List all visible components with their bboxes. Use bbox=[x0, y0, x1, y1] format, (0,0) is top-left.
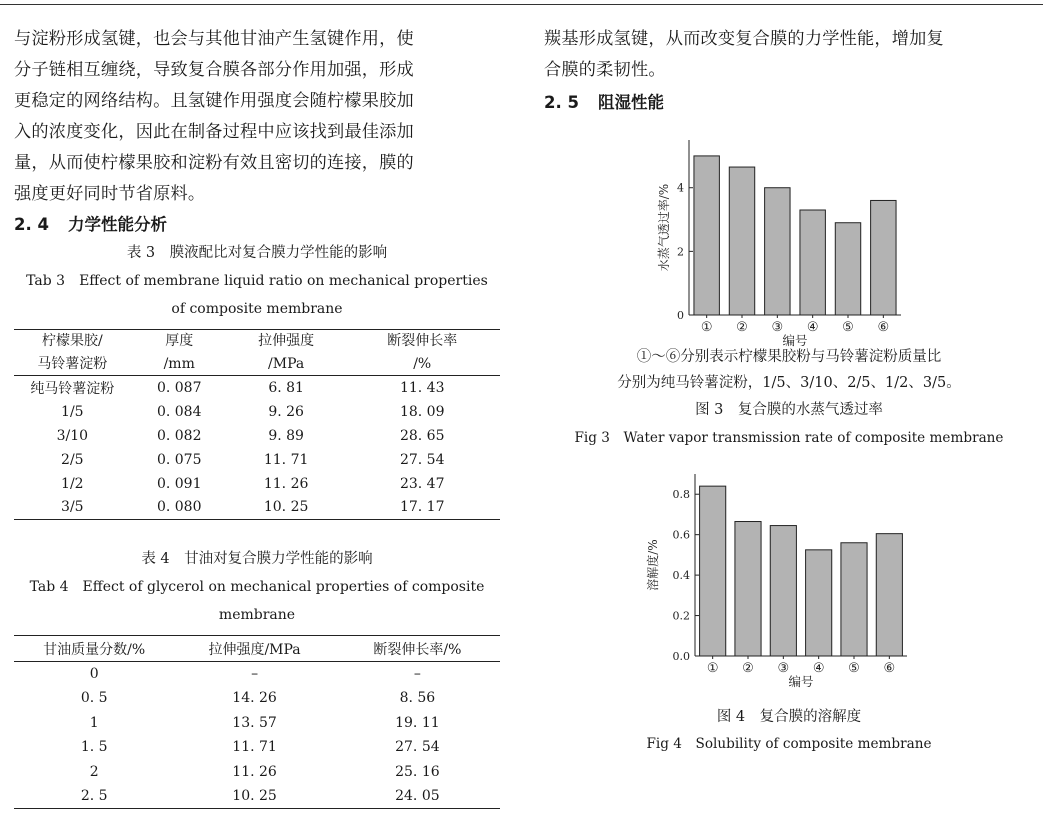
y-tick-label: 2 bbox=[677, 245, 684, 259]
table-cell: – bbox=[251, 666, 259, 682]
y-tick-label: 0.8 bbox=[672, 488, 690, 502]
table-cell: 2 bbox=[89, 763, 99, 780]
table-cell: 0 bbox=[89, 666, 99, 682]
table-row bbox=[14, 735, 500, 760]
table-header: 马铃薯淀粉 bbox=[14, 353, 131, 376]
table-cell: 27. 54 bbox=[395, 739, 440, 756]
table-cell: 11. 43 bbox=[399, 379, 445, 396]
x-tick-label: ⑤ bbox=[842, 320, 854, 335]
table-header: /MPa bbox=[228, 353, 345, 376]
table-cell: 11. 71 bbox=[263, 451, 309, 468]
y-tick-label: 0.4 bbox=[672, 569, 690, 583]
para-line: 合膜的柔韧性。 bbox=[544, 60, 666, 80]
table-cell: 2. 5 bbox=[80, 788, 108, 804]
table3-caption-en-line1: Tab 3 Effect of membrane liquid ratio on mechanical properties bbox=[26, 273, 488, 289]
section-heading-2-5 bbox=[544, 88, 1034, 118]
table-cell: – bbox=[413, 666, 421, 682]
table-cell: 25. 16 bbox=[395, 763, 440, 780]
table-cell: 0. 091 bbox=[156, 475, 202, 492]
table-row bbox=[14, 760, 500, 785]
table-row bbox=[14, 686, 500, 711]
section-heading-2-4 bbox=[14, 210, 500, 240]
bar bbox=[806, 550, 832, 656]
table-header: 断裂伸长率/% bbox=[335, 636, 500, 662]
table-cell: 23. 47 bbox=[399, 475, 445, 492]
table-cell: 18. 09 bbox=[399, 403, 445, 420]
table-cell: 24. 05 bbox=[395, 788, 440, 804]
table-cell: 1 bbox=[89, 714, 99, 731]
table-header: 断裂伸长率 bbox=[387, 333, 458, 350]
bar bbox=[835, 223, 860, 315]
right-column bbox=[544, 24, 1034, 756]
table-header: /mm bbox=[131, 353, 228, 376]
x-tick-label: ④ bbox=[806, 320, 819, 335]
y-axis-label: 水蒸气透过率/% bbox=[657, 183, 671, 272]
figure-3-bar-chart bbox=[544, 118, 1034, 348]
body-paragraph-left bbox=[14, 24, 500, 210]
table-cell: 3/5 bbox=[61, 499, 84, 516]
table-cell: 0. 080 bbox=[156, 499, 202, 516]
para-line: 分子链相互缠绕，导致复合膜各部分作用加强，形成 bbox=[14, 60, 414, 80]
table-row bbox=[14, 711, 500, 736]
para-line: 羰基形成氢键，从而改变复合膜的力学性能，增加复 bbox=[544, 29, 944, 49]
figure-4-bar-chart bbox=[544, 468, 1034, 698]
table-cell: 3/10 bbox=[56, 427, 89, 444]
table-row bbox=[14, 400, 500, 424]
table-header: 拉伸强度 bbox=[258, 333, 315, 350]
table-row bbox=[14, 424, 500, 448]
section-title: 力学性能分析 bbox=[68, 215, 167, 234]
x-tick-label: ③ bbox=[777, 661, 790, 676]
para-line: 量，从而使柠檬果胶和淀粉有效且密切的连接，膜的 bbox=[14, 153, 414, 173]
table-cell: 17. 17 bbox=[399, 499, 445, 516]
bar bbox=[765, 188, 790, 315]
y-tick-label: 4 bbox=[677, 181, 684, 195]
para-line: 更稳定的网络结构。且氢键作用强度会随柠檬果胶加 bbox=[14, 91, 414, 111]
table-header: 厚度 bbox=[165, 333, 194, 350]
x-tick-label: ① bbox=[706, 661, 719, 676]
table-row bbox=[14, 496, 500, 520]
table-cell: 28. 65 bbox=[399, 427, 445, 444]
table3-caption-zh: 表 3 膜液配比对复合膜力学性能的影响 bbox=[126, 245, 388, 261]
bar bbox=[735, 522, 761, 656]
table-cell: 8. 56 bbox=[399, 690, 436, 707]
y-tick-label: 0.0 bbox=[672, 650, 690, 663]
table3-caption-en-line2: of composite membrane bbox=[171, 301, 343, 317]
table-cell: 1. 5 bbox=[80, 739, 108, 756]
table4-caption-en-line2: membrane bbox=[218, 607, 296, 623]
x-tick-label: ⑤ bbox=[848, 661, 860, 676]
y-axis-label: 溶解度/% bbox=[646, 539, 660, 591]
table-cell: 9. 26 bbox=[268, 403, 304, 420]
table-cell: 19. 11 bbox=[395, 714, 440, 731]
table-cell: 纯马铃薯淀粉 bbox=[30, 380, 115, 397]
table-cell: 13. 57 bbox=[232, 714, 277, 731]
body-paragraph-right bbox=[544, 24, 1034, 86]
x-tick-label: ⑥ bbox=[883, 661, 896, 676]
x-tick-label: ③ bbox=[771, 320, 784, 335]
page-top-rule bbox=[0, 4, 1043, 5]
table-cell: 11. 26 bbox=[263, 475, 309, 492]
table-cell: 1/2 bbox=[61, 475, 84, 492]
x-tick-label: ④ bbox=[812, 661, 825, 676]
table-cell: 0. 082 bbox=[156, 427, 202, 444]
table-cell: 11. 26 bbox=[232, 763, 277, 780]
bar bbox=[694, 156, 719, 315]
section-number: 2. 4 bbox=[14, 215, 49, 234]
bar bbox=[871, 200, 896, 315]
section-title: 阻湿性能 bbox=[598, 93, 664, 112]
table-3 bbox=[14, 329, 500, 520]
x-tick-label: ⑥ bbox=[877, 320, 890, 335]
bar bbox=[700, 486, 726, 656]
table-cell: 0. 084 bbox=[156, 403, 202, 420]
table-row bbox=[14, 376, 500, 400]
x-axis-label: 编号 bbox=[788, 674, 814, 689]
para-line: 强度更好同时节省原料。 bbox=[14, 184, 206, 204]
table-cell: 10. 25 bbox=[232, 788, 277, 804]
table-cell: 0. 075 bbox=[156, 451, 202, 468]
table-row bbox=[14, 472, 500, 496]
table-cell: 9. 89 bbox=[268, 427, 304, 444]
x-tick-label: ② bbox=[736, 320, 748, 335]
table-cell: 27. 54 bbox=[399, 451, 445, 468]
table-header: 拉伸强度/MPa bbox=[174, 636, 334, 662]
para-line: 入的浓度变化，因此在制备过程中应该找到最佳添加 bbox=[14, 122, 414, 142]
y-tick-label: 0.2 bbox=[672, 609, 690, 623]
bar bbox=[841, 543, 867, 656]
table-row bbox=[14, 448, 500, 472]
bar bbox=[729, 167, 754, 315]
y-tick-label: 0.6 bbox=[672, 528, 690, 542]
table4-caption-en-line1: Tab 4 Effect of glycerol on mechanical properties of composite bbox=[29, 579, 485, 595]
bar bbox=[770, 526, 796, 656]
fig4-caption-zh: 图 4 复合膜的溶解度 bbox=[716, 709, 862, 725]
table-cell: 10. 25 bbox=[263, 499, 309, 516]
fig3-note-line1: ①～⑥分别表示柠檬果胶粉与马铃薯淀粉质量比 bbox=[636, 349, 942, 365]
table-cell: 14. 26 bbox=[232, 690, 277, 707]
table-cell: 2/5 bbox=[61, 451, 84, 468]
fig3-caption-zh: 图 3 复合膜的水蒸气透过率 bbox=[695, 402, 883, 418]
section-number: 2. 5 bbox=[544, 93, 579, 112]
x-tick-label: ② bbox=[742, 661, 754, 676]
table4-caption-zh: 表 4 甘油对复合膜力学性能的影响 bbox=[141, 551, 373, 567]
table-cell: 6. 81 bbox=[268, 379, 304, 396]
table-cell: 1/5 bbox=[61, 403, 84, 420]
fig3-note-line2: 分别为纯马铃薯淀粉，1/5、3/10、2/5、1/2、3/5。 bbox=[617, 375, 961, 391]
x-tick-label: ① bbox=[700, 320, 713, 335]
fig4-caption-en: Fig 4 Solubility of composite membrane bbox=[646, 736, 932, 752]
x-axis-label: 编号 bbox=[782, 333, 808, 348]
bar bbox=[800, 210, 825, 315]
left-column bbox=[14, 24, 500, 809]
para-line: 与淀粉形成氢键，也会与其他甘油产生氢键作用，使 bbox=[14, 29, 414, 49]
y-tick-label: 0 bbox=[677, 309, 684, 322]
bar bbox=[876, 534, 902, 656]
table-cell: 0. 087 bbox=[156, 379, 202, 396]
table-header: /% bbox=[344, 353, 500, 376]
table-header: 甘油质量分数/% bbox=[14, 636, 174, 662]
table-cell: 0. 5 bbox=[80, 690, 108, 707]
table-cell: 11. 71 bbox=[232, 739, 277, 756]
table-4 bbox=[14, 635, 500, 809]
table-row bbox=[14, 662, 500, 687]
table-header: 柠檬果胶/ bbox=[41, 333, 103, 350]
fig3-caption-en: Fig 3 Water vapor transmission rate of composite membrane bbox=[574, 430, 1004, 446]
table-row bbox=[14, 784, 500, 809]
